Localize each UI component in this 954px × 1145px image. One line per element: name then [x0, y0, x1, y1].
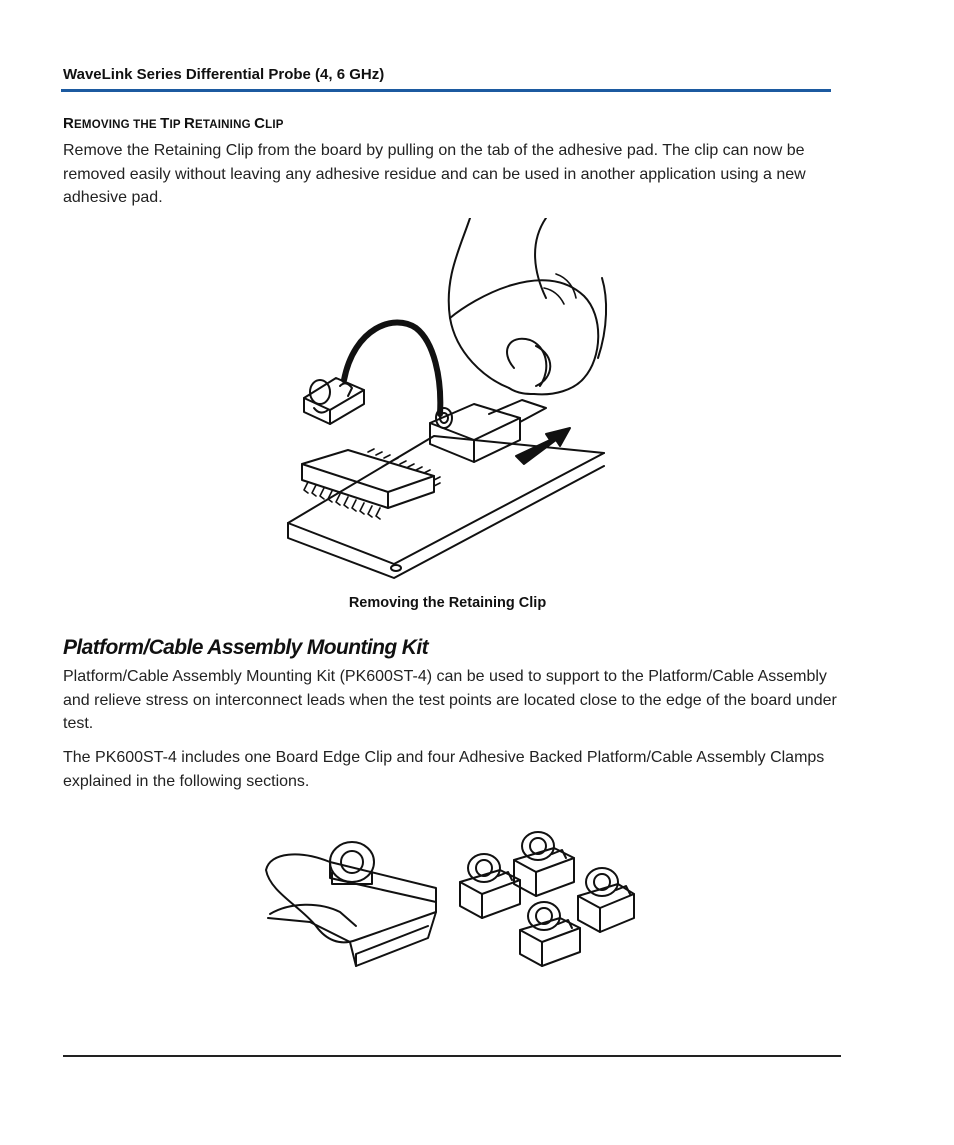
heading-initial: C [254, 115, 266, 132]
paragraph-mounting-kit-intro: Platform/Cable Assembly Mounting Kit (PK600ST-4) can be used to support to the Platform/Cable Assembly and relieve stress on interconnect leads when the test points are located close to the edge of the board under test. [63, 668, 837, 732]
header-rule [61, 89, 831, 92]
heading-smallcaps: LIP [265, 119, 284, 131]
heading-smallcaps: EMOVING THE [74, 119, 161, 131]
heading-initial: T [160, 115, 170, 132]
footer-rule [63, 1055, 841, 1057]
section-heading-mounting-kit: Platform/Cable Assembly Mounting Kit [63, 636, 428, 659]
heading-smallcaps: ETAINING [195, 119, 255, 131]
figure-mounting-kit-illustration [260, 822, 640, 974]
paragraph-mounting-kit-contents: The PK600ST-4 includes one Board Edge Clip and four Adhesive Backed Platform/Cable Assembly Clamps explained in the following sections. [63, 749, 825, 790]
paragraph-removing-clip: Remove the Retaining Clip from the board by pulling on the tab of the adhesive pad. The clip can now be removed easily without leaving any adhesive residue and can be used in another application using a new adhesive pad. [63, 142, 806, 206]
heading-initial: R [183, 115, 196, 132]
running-header: WaveLink Series Differential Probe (4, 6 GHz) [63, 66, 385, 83]
heading-initial: R [63, 115, 75, 132]
figure-caption: Removing the Retaining Clip [348, 595, 547, 611]
figure-removing-clip-illustration [284, 218, 608, 583]
heading-smallcaps: IP [169, 119, 184, 131]
section-heading-removing-clip [63, 115, 284, 132]
